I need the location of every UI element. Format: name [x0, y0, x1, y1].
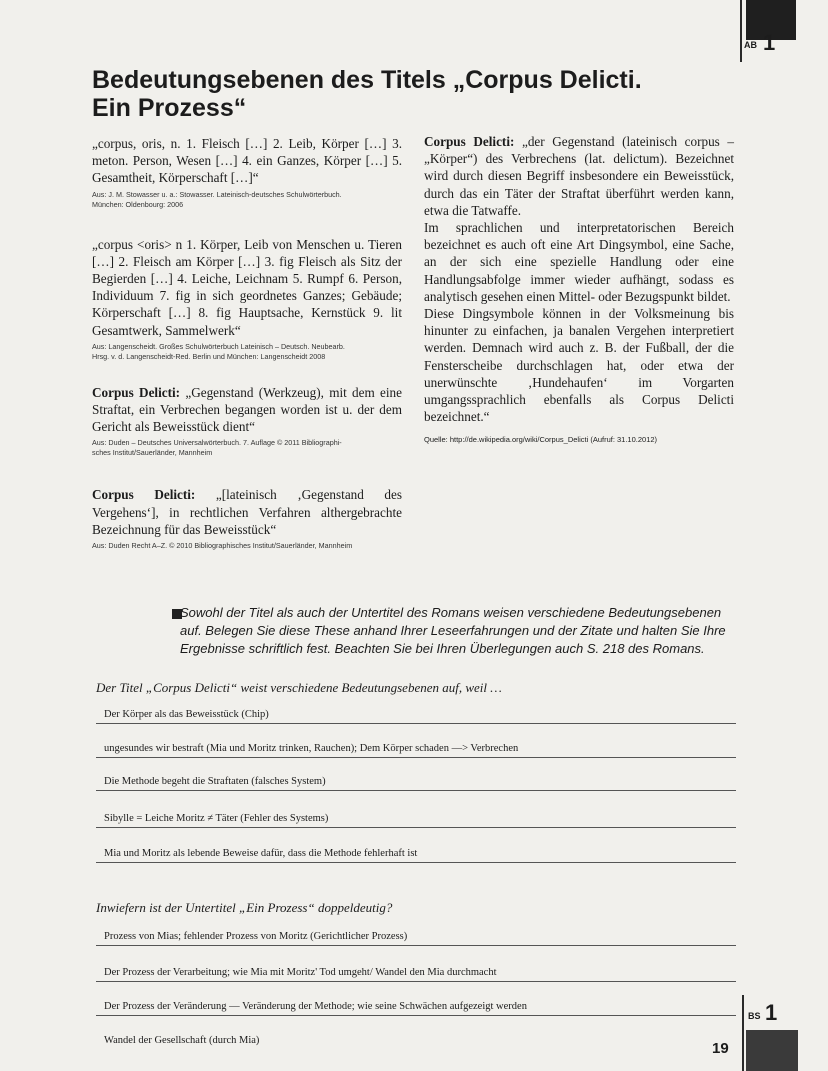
- answer-line[interactable]: ungesundes wir bestraft (Mia und Moritz trinken, Rauchen); Dem Körper schaden —> Verbrechen: [96, 733, 736, 758]
- answer-line[interactable]: Der Prozess der Verarbeitung; wie Mia mit Moritz' Tod umgeht/ Wandel den Mia durchmacht: [96, 957, 736, 982]
- footer-marker: [746, 1030, 798, 1071]
- wikipedia-paragraph-2: Im sprachlichen und interpretatorischen Bereich bezeichnet es auch oft eine Art Dingsymbol, eine Sache, an der sich eine spezielle Handlung oder eine Handlungsabfolge immer wieder aufhängt, sodass es analytisch gesehen einen Mittel- oder Bezugspunkt bildet.: [424, 220, 734, 304]
- source-duden-recht: Aus: Duden Recht A–Z. © 2010 Bibliographisches Institut/Sauerländer, Mannheim: [92, 541, 353, 551]
- answer-line[interactable]: Der Körper als das Beweisstück (Chip): [96, 699, 736, 724]
- definition-duden-recht: Corpus Delicti: „[lateinisch ‚Gegenstand des Vergehens‘], in rechtlichen Verfahren althergebrachte Bezeichnung für das Beweisstück“: [92, 487, 402, 537]
- wikipedia-paragraph-1: Corpus Delicti: „der Gegenstand (lateinisch corpus – „Körper“) des Verbrechens (lat. delictum). Bezeichnet wird durch diesen Begriff insbesondere ein Beweisstück, durch das ein Täter der Straftat überführt werden kann, etwa die Tatwaffe.: [424, 134, 734, 218]
- page-title: [92, 66, 692, 122]
- definition-stowasser: „corpus, oris, n. 1. Fleisch […] 2. Leib, Körper […] 3. meton. Person, Wesen […] 4. ein Ganzes, Körper […] 5. Gesamtheit, Körperschaft […]“: [92, 136, 402, 186]
- answer-line[interactable]: Sibylle = Leiche Moritz ≠ Täter (Fehler des Systems): [96, 803, 736, 828]
- right-column: [424, 133, 734, 449]
- worksheet-number: 1: [763, 30, 776, 55]
- definition-duden: Corpus Delicti: „Gegenstand (Werkzeug), mit dem eine Straftat, ein Verbrechen begangen worden ist u. der dem Gericht als Beweisstück dient“: [92, 384, 402, 435]
- bs-number: 1: [765, 1000, 778, 1025]
- wikipedia-paragraph-3: Diese Dingsymbole können in der Volksmeinung bis hinunter zu einfachen, ja banalen Vergehen interpretiert werden. Demnach wird auch z. B. der Fußball, der die Fensterscheibe durchschlagen hat, oder etwa der unerwünschte ‚Hundehaufen‘ im Vorgarten umgangssprachlich ebenfalls als Corpus Delicti bezeichnet.“: [424, 306, 734, 425]
- left-column: [92, 135, 402, 551]
- answer-line[interactable]: Der Prozess der Veränderung — Veränderung der Methode; wie seine Schwächen aufgezeigt werden: [96, 991, 736, 1016]
- page-number: 19: [712, 1040, 729, 1057]
- title-line-1: Bedeutungsebenen des Titels „Corpus Delicti.: [92, 66, 642, 94]
- footer-divider: [742, 995, 744, 1071]
- answer-line[interactable]: Prozess von Mias; fehlender Prozess von Moritz (Gerichtlicher Prozess): [96, 921, 736, 946]
- source-wikipedia: Quelle: http://de.wikipedia.org/wiki/Corpus_Delicti (Aufruf: 31.10.2012): [424, 435, 658, 445]
- definition-langenscheidt: „corpus <oris> n 1. Körper, Leib von Menschen u. Tieren […] 2. Fleisch am Körper […] 3. fig Fleisch als Sitz der Begierden […] 4. Leiche, Leichnam 5. Rumpf 6. Person, Individuum 7. fig in sich geordnetes Ganzes; Gebäude; Körperschaft […] 8. fig Hauptsache, Kernstück 9. lit Gesamtwerk, Sammelwerk“: [92, 236, 402, 338]
- source-langenscheidt: Aus: Langenscheidt. Großes Schulwörterbuch Lateinisch – Deutsch. Neubearb. Hrsg. v. d. Langenscheidt-Red. Berlin und München: Langenscheidt 2008: [92, 341, 345, 361]
- title-line-2: Ein Prozess“: [92, 94, 247, 122]
- bs-label: BS: [748, 1011, 761, 1021]
- task-instruction: Sowohl der Titel als auch der Untertitel des Romans weisen verschiedene Bedeutungsebenen auf. Belegen Sie diese These anhand Ihrer Leseerfahrungen und der Zitate und halten Sie Ihre Ergebnisse schriftlich fest. Beachten Sie bei Ihren Überlegungen auch S. 218 des Romans.: [180, 605, 726, 656]
- tab-divider: [740, 0, 742, 62]
- prompt-subtitle: Inwiefern ist der Untertitel „Ein Prozess“ doppeldeutig?: [96, 900, 393, 915]
- answer-line[interactable]: Die Methode begeht die Straftaten (falsches System): [96, 766, 736, 791]
- answer-line[interactable]: Wandel der Gesellschaft (durch Mia): [104, 1035, 260, 1046]
- source-duden: Aus: Duden – Deutsches Universalwörterbuch. 7. Auflage © 2011 Bibliographi- sches Institut/Sauerländer, Mannheim: [92, 438, 342, 458]
- source-stowasser: Aus: J. M. Stowasser u. a.: Stowasser. Lateinisch-deutsches Schulwörterbuch. München: Oldenbourg: 2006: [92, 189, 342, 209]
- worksheet-label: AB: [744, 40, 757, 50]
- answer-line[interactable]: Mia und Moritz als lebende Beweise dafür, dass die Methode fehlerhaft ist: [96, 838, 736, 863]
- prompt-title: Der Titel „Corpus Delicti“ weist verschiedene Bedeutungsebenen auf, weil …: [96, 680, 502, 695]
